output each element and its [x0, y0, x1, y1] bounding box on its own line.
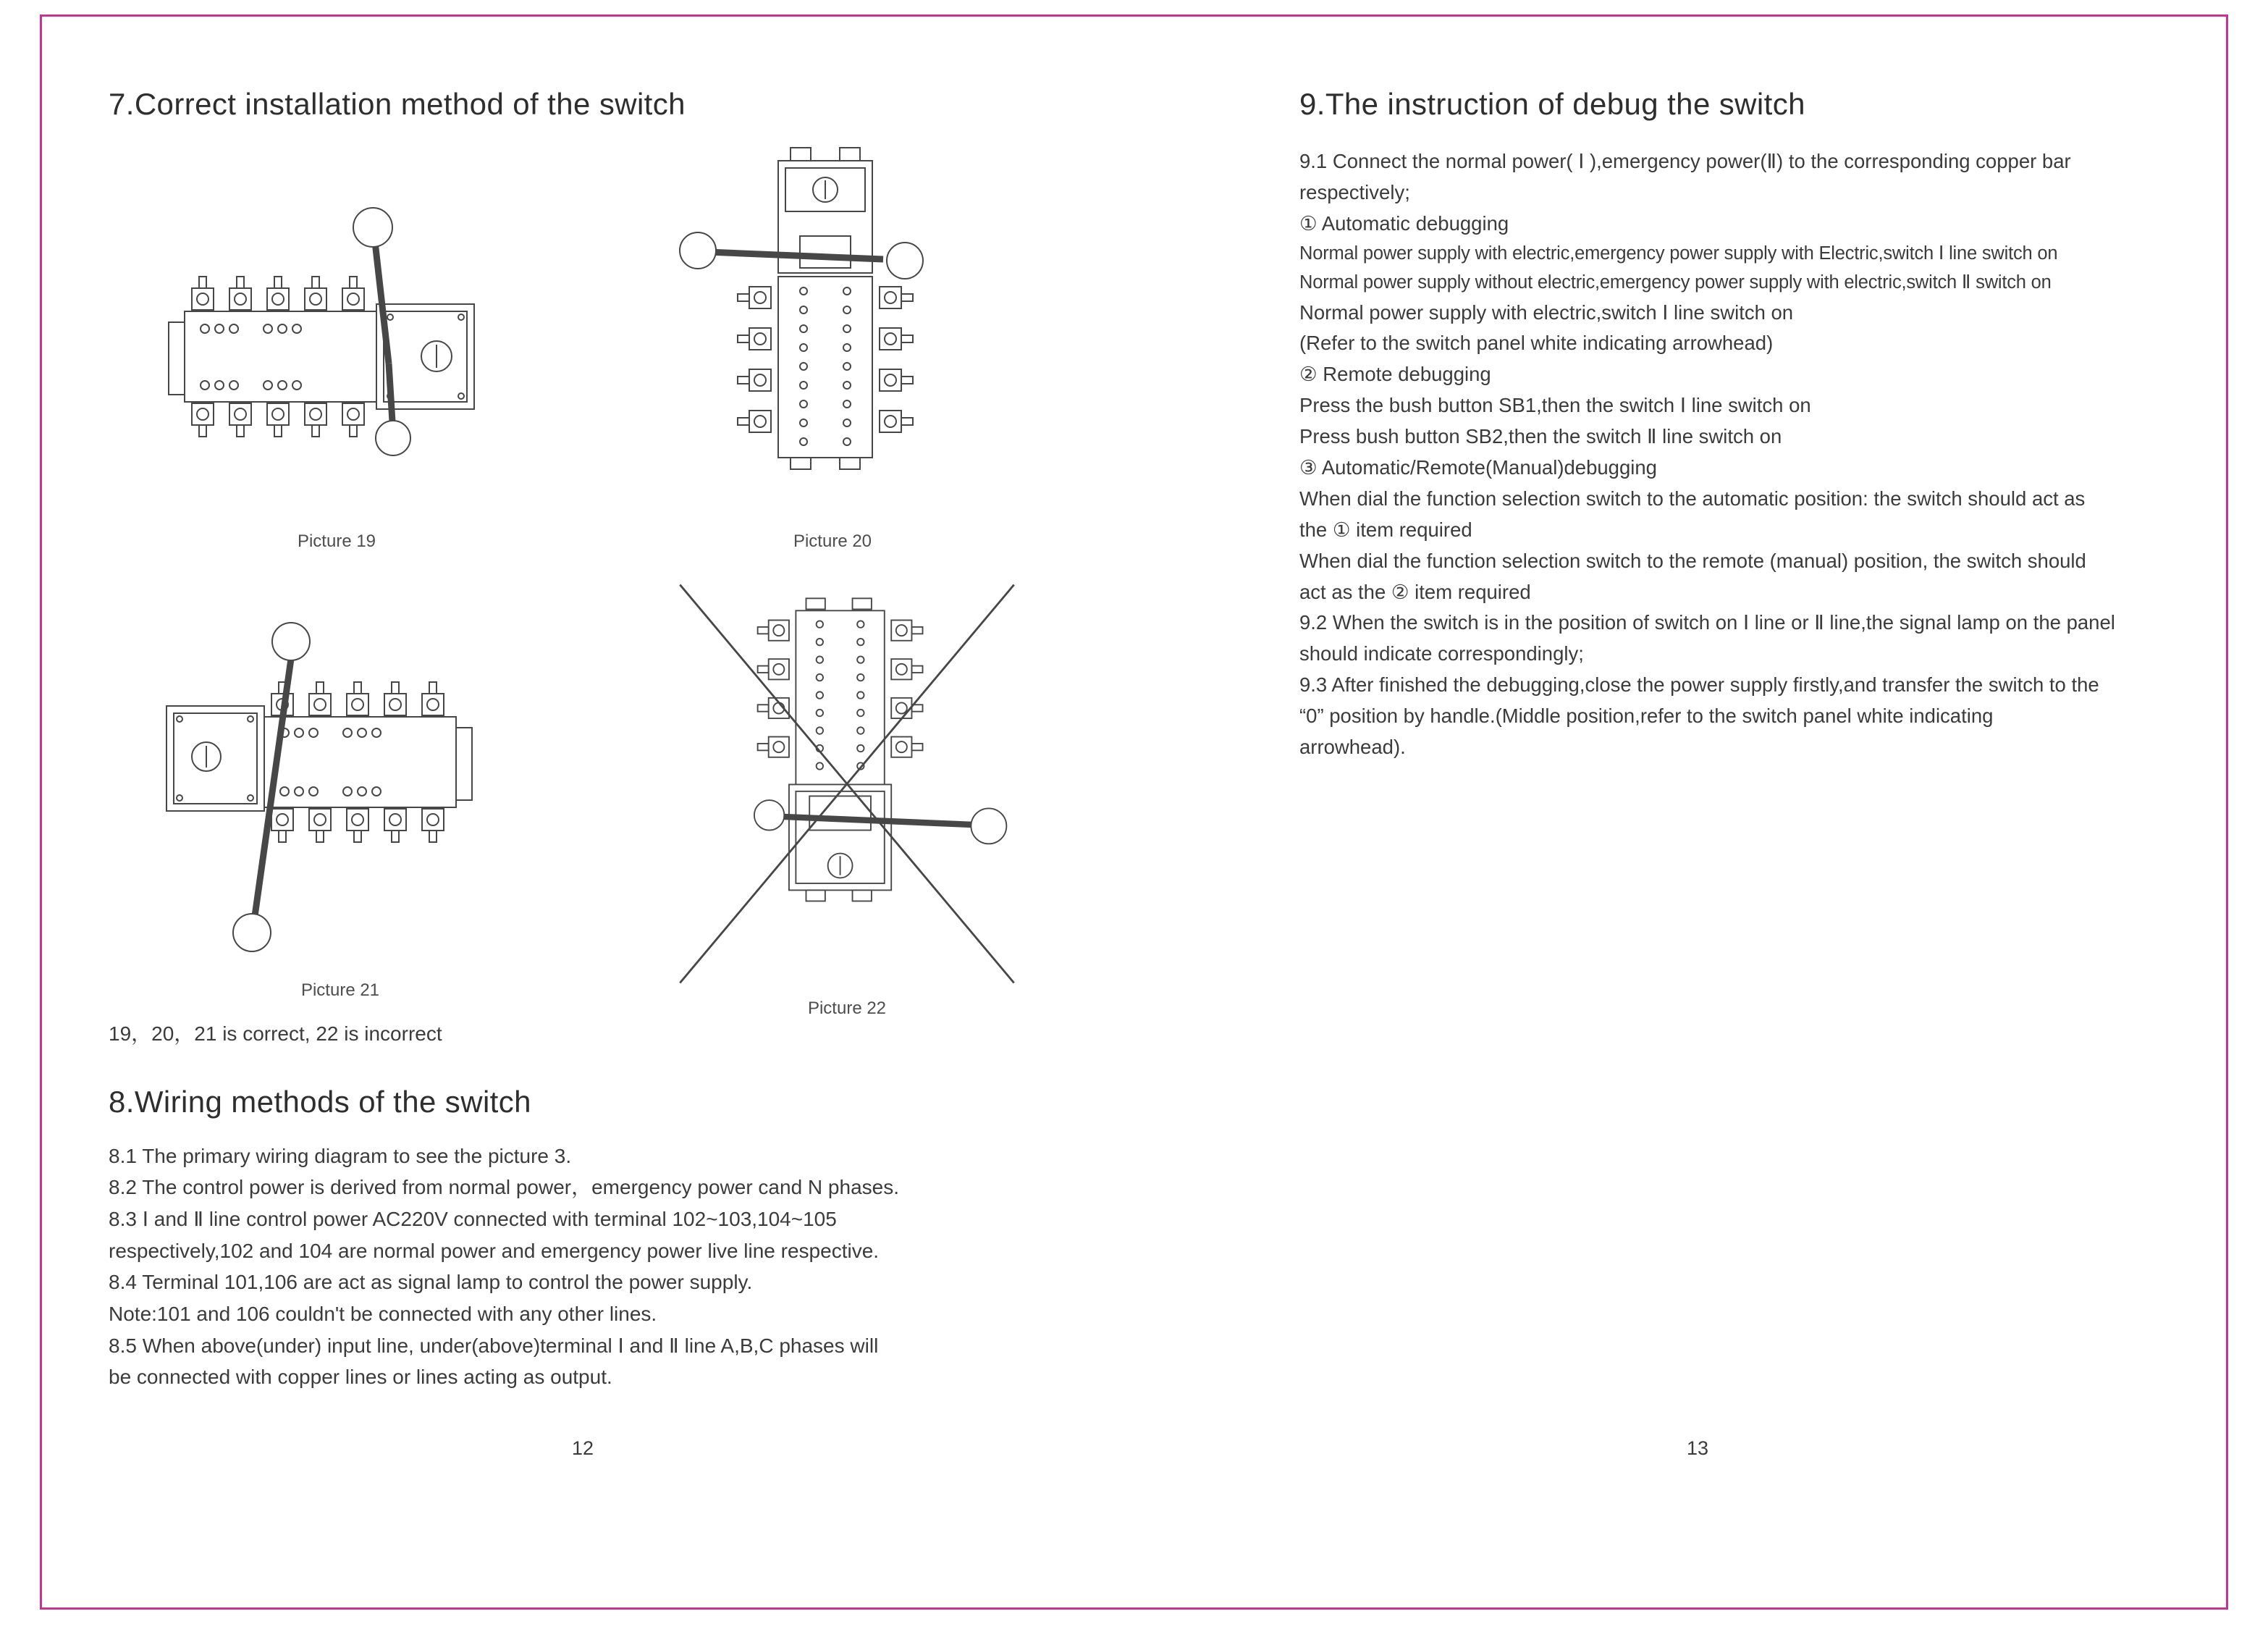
text-line: Normal power supply with electric,emergency power supply with Electric,switch Ⅰ line switch on	[1299, 243, 2058, 264]
text-line: be connected with copper lines or lines acting as output.	[109, 1366, 612, 1389]
text-line: ② Remote debugging	[1299, 363, 1491, 386]
text-line: the ① item required	[1299, 518, 1472, 541]
figure-caption: Picture 22	[807, 999, 887, 1019]
text-line: 8.3 Ⅰ and Ⅱ line control power AC220V connected with terminal 102~103,104~105	[109, 1207, 837, 1230]
text-line: Normal power supply with electric,switch Ⅰ line switch on	[1299, 300, 1794, 324]
text-line: 8.4 Terminal 101,106 are act as signal lamp to control the power supply.	[109, 1271, 753, 1294]
figure-caption: Picture 19	[297, 531, 376, 552]
text-line: arrowhead).	[1299, 735, 1406, 758]
picture-21-drawing	[138, 608, 543, 970]
text-line: When dial the function selection switch to the automatic position: the switch should act as	[1299, 487, 2086, 510]
text-line: Press bush button SB2,then the switch Ⅱ line switch on	[1299, 425, 1782, 448]
text-line: should indicate correspondingly;	[1299, 642, 1584, 665]
correctness-note: 19，20，21 is correct, 22 is incorrect	[109, 1022, 442, 1046]
figure-picture-20	[666, 132, 999, 552]
text-line: “0” position by handle.(Middle position,refer to the switch panel white indicating	[1299, 705, 1994, 728]
picture-19-drawing	[148, 196, 525, 521]
text-line: When dial the function selection switch to the remote (manual) position, the switch should	[1299, 549, 2086, 572]
section-9-body	[1299, 146, 2262, 763]
section-8-title: 8.Wiring methods of the switch	[109, 1085, 531, 1119]
figure-caption: Picture 20	[793, 531, 872, 552]
picture-20-drawing	[666, 138, 999, 521]
text-line: 8.1 The primary wiring diagram to see the picture 3.	[109, 1144, 572, 1167]
text-line: Normal power supply without electric,emergency power supply with electric,switch Ⅱ switch on	[1299, 272, 2052, 293]
installation-figures	[109, 146, 1122, 1019]
section-8-body	[109, 1140, 1122, 1393]
text-line: act as the ② item required	[1299, 580, 1531, 603]
text-line: respectively;	[1299, 181, 1410, 204]
section-7-title: 7.Correct installation method of the switch	[109, 87, 686, 121]
section-9-title: 9.The instruction of debug the switch	[1299, 87, 1805, 121]
picture-22-drawing	[670, 579, 1024, 988]
page-number-right: 13	[1686, 1437, 1709, 1459]
page-right	[1299, 87, 2262, 763]
text-line: ① Automatic debugging	[1299, 212, 1509, 235]
figure-picture-19	[148, 157, 525, 552]
page-left	[109, 87, 1122, 1393]
figure-picture-22	[670, 577, 1024, 1019]
text-line: Press the bush button SB1,then the switch Ⅰ line switch on	[1299, 394, 1811, 417]
text-line: 8.5 When above(under) input line, under(above)terminal Ⅰ and Ⅱ line A,B,C phases will	[109, 1334, 879, 1357]
text-line: ③ Automatic/Remote(Manual)debugging	[1299, 455, 1657, 479]
text-line: 8.2 The control power is derived from normal power，emergency power cand N phases.	[109, 1176, 900, 1199]
text-line: 9.1 Connect the normal power( Ⅰ ),emergency power(Ⅱ) to the corresponding copper bar	[1299, 150, 2071, 173]
figure-caption: Picture 21	[300, 980, 380, 1001]
text-line: (Refer to the switch panel white indicating arrowhead)	[1299, 332, 1774, 355]
text-line: 9.2 When the switch is in the position of switch on Ⅰ line or Ⅱ line,the signal lamp on the panel	[1299, 611, 2115, 634]
page-number-left: 12	[571, 1437, 594, 1459]
text-line: Note:101 and 106 couldn't be connected with any other lines.	[109, 1302, 657, 1325]
text-line: 9.3 After finished the debugging,close the power supply firstly,and transfer the switch to the	[1299, 673, 2099, 697]
figure-picture-21	[138, 595, 543, 1001]
text-line: respectively,102 and 104 are normal power and emergency power live line respective.	[109, 1239, 880, 1262]
